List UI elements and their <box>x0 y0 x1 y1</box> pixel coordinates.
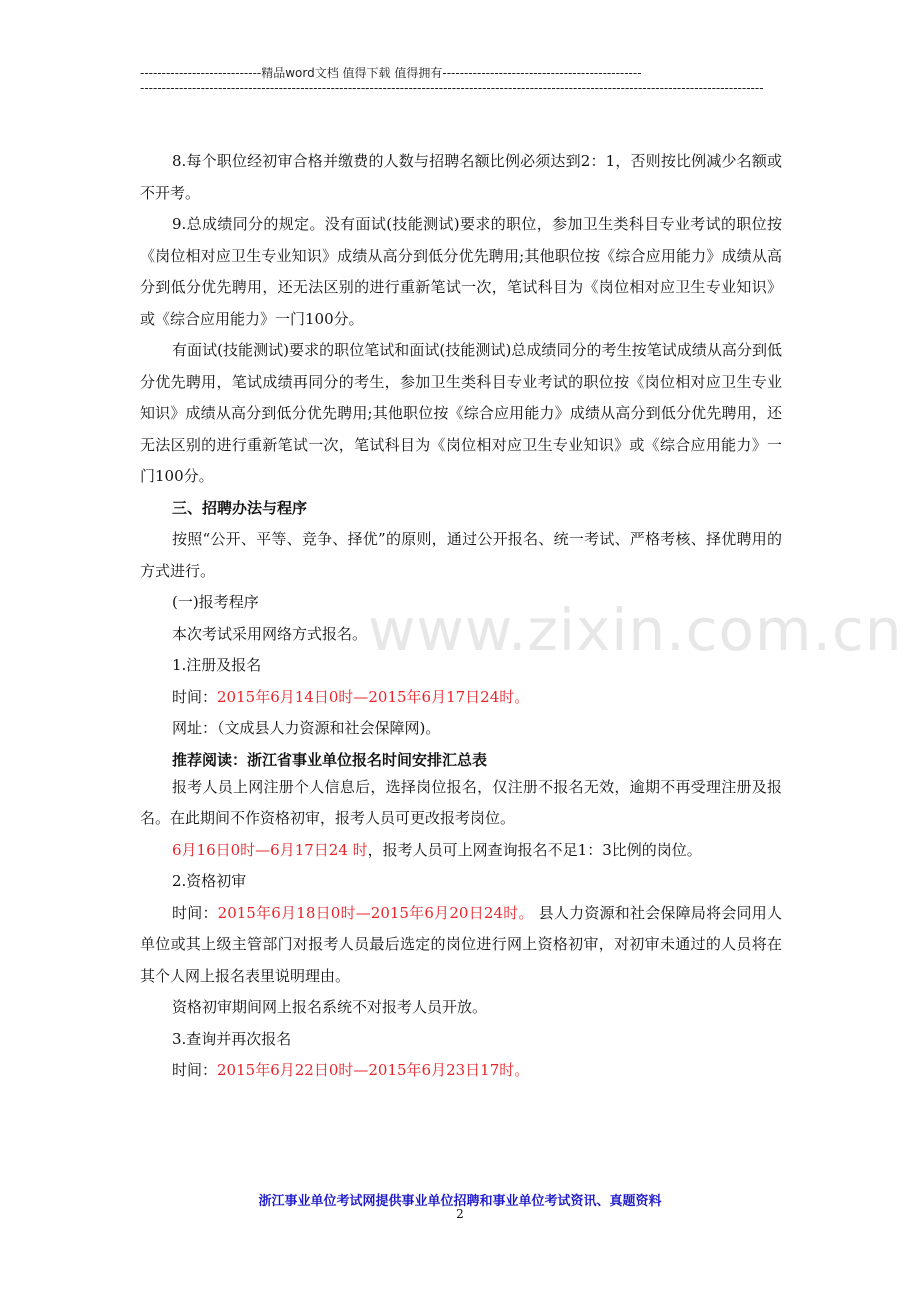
section-heading: 三、招聘办法与程序 <box>172 498 308 517</box>
document-body <box>140 146 782 1087</box>
time-line-review <box>140 898 782 993</box>
paragraph-online: 本次考试采用网络方式报名。 <box>172 624 368 643</box>
recommend-link[interactable]: 推荐阅读：浙江省事业单位报名时间安排汇总表 <box>172 750 488 769</box>
subsection-heading: (一)报考程序 <box>172 593 259 611</box>
time-label: 时间： <box>172 687 218 706</box>
time-label: 时间： <box>172 903 218 922</box>
time-line-register <box>140 682 782 714</box>
paragraph-closed-note: 资格初审期间网上报名系统不对报考人员开放。 <box>172 998 488 1016</box>
watermark: www.zixin.com.cn <box>368 596 903 664</box>
time-label: 时间： <box>172 1061 218 1079</box>
time-value: 2015年6月14日0时—2015年6月17日24时。 <box>217 687 530 706</box>
paragraph-principle: 按照“公开、平等、竞争、择优”的原则，通过公开报名、统一考试、严格考核、择优聘用的方式进行。 <box>140 530 782 580</box>
time-line-query <box>140 1055 782 1087</box>
website-line: 网址：（文成县人力资源和社会保障网)。 <box>172 719 441 737</box>
paragraph-item-9: 9.总成绩同分的规定。没有面试(技能测试)要求的职位，参加卫生类科目专业考试的职位按《岗位相对应卫生专业知识》成绩从高分到低分优先聘用;其他职位按《综合应用能力》成绩从高分到低分优先聘用，还无法区别的进行重新笔试一次，笔试科目为《岗位相对应卫生专业知识》或《综合应用能力》一门100分。 <box>140 215 782 328</box>
header-divider: ------------------------------------------------------------------------------------------------------------------------------------------------ <box>140 81 764 95</box>
review-text: 县人力资源和社会保障局将会同用人单位或其上级主管部门对报考人员最后选定的岗位进行网上资格初审，对初审未通过的人员将在其个人网上报名表里说明理由。 <box>140 903 782 985</box>
step-heading-query: 3.查询并再次报名 <box>172 1029 292 1048</box>
query-text: ，报考人员可上网查询报名不足1：3比例的岗位。 <box>367 840 702 859</box>
query-time: 6月16日0时—6月17日24 时 <box>172 840 368 859</box>
footer-link[interactable]: 浙江事业单位考试网提供事业单位招聘和事业单位考试资讯、真题资料 <box>258 1194 662 1209</box>
page-header <box>140 66 780 96</box>
time-value: 2015年6月22日0时—2015年6月23日17时。 <box>217 1061 530 1079</box>
paragraph-item-8: 8.每个职位经初审合格并缴费的人数与招聘名额比例必须达到2：1，否则按比例减少名额或不开考。 <box>140 152 782 202</box>
page-number: 2 <box>456 1207 464 1221</box>
header-banner: ----------------------------精品word文档 值得下载 值得拥有---------------------------------------------- <box>140 66 642 80</box>
paragraph-register-note: 报考人员上网注册个人信息后，选择岗位报名，仅注册不报名无效，逾期不再受理注册及报名。在此期间不作资格初审，报考人员可更改报考岗位。 <box>140 777 782 827</box>
time-value: 2015年6月18日0时—2015年6月20日24时。 <box>217 903 534 922</box>
query-line <box>140 835 782 867</box>
step-heading-review: 2.资格初审 <box>172 872 247 890</box>
paragraph-tie-rule: 有面试(技能测试)要求的职位笔试和面试(技能测试)总成绩同分的考生按笔试成绩从高分到低分优先聘用，笔试成绩再同分的考生，参加卫生类科目专业考试的职位按《岗位相对应卫生专业知识》成绩从高分到低分优先聘用;其他职位按《综合应用能力》成绩从高分到低分优先聘用，还无法区别的进行重新笔试一次，笔试科目为《岗位相对应卫生专业知识》或《综合应用能力》一门100分。 <box>140 341 782 485</box>
step-heading-register: 1.注册及报名 <box>172 656 262 674</box>
